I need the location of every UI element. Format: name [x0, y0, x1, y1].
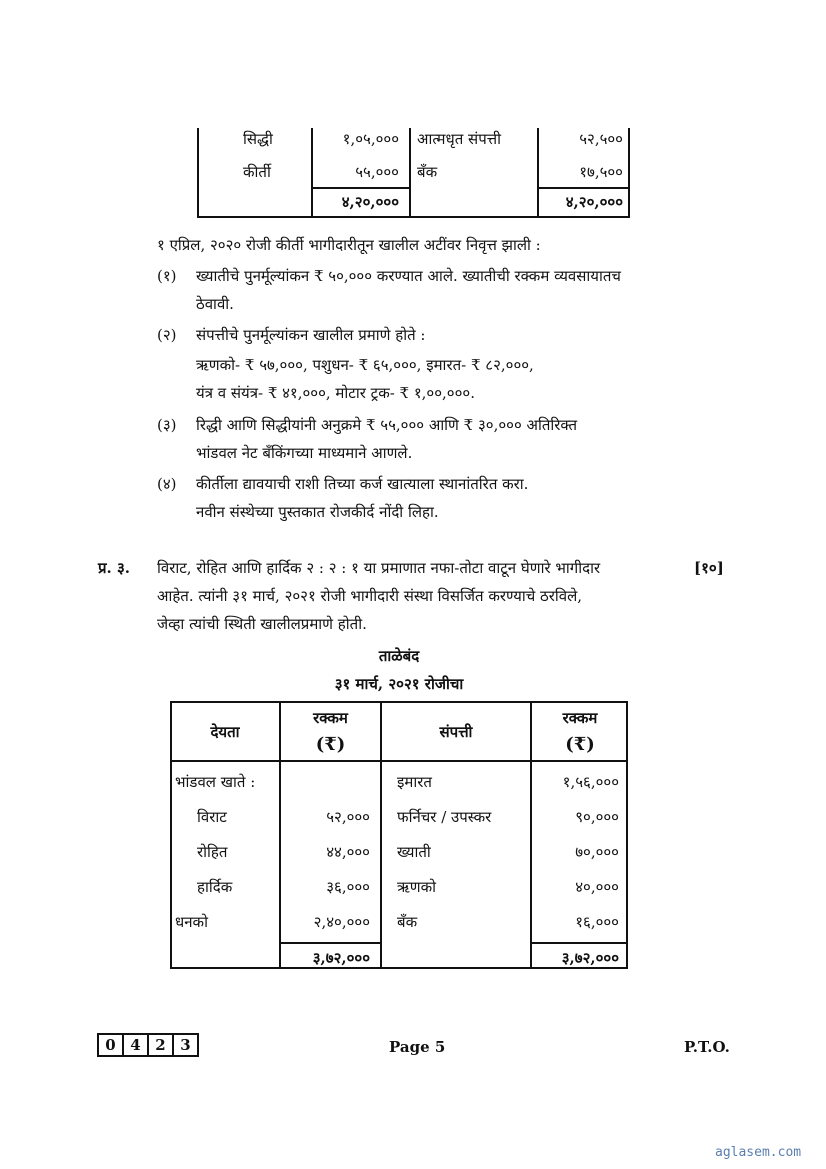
liability-amount: ५२,०००: [326, 808, 370, 826]
header-rupee: (₹): [315, 734, 346, 755]
item-line: कीर्तीला द्यावयाची राशी तिच्या कर्ज खात्याला स्थानांतरित करा.: [196, 475, 529, 493]
asset-name: ख्याती: [397, 843, 431, 861]
watermark: aglasem.com: [715, 1145, 802, 1160]
item-number: (४): [157, 475, 177, 493]
header-amount: रक्कम: [562, 709, 598, 727]
liability-name: हार्दिक: [197, 878, 233, 896]
total-left: ३,७२,०००: [312, 949, 370, 967]
asset-amount: ७०,०००: [575, 843, 619, 861]
item-number: (३): [157, 416, 177, 434]
asset-name: फर्निचर / उपस्कर: [397, 808, 492, 826]
partner-amount: ५५,०००: [355, 163, 399, 181]
item-line: नवीन संस्थेच्या पुस्तकात रोजकीर्द नोंदी लिहा.: [196, 503, 439, 521]
total-right: ४,२०,०००: [565, 193, 623, 211]
question-line: जेव्हा त्यांची स्थिती खालीलप्रमाणे होती.: [157, 615, 367, 633]
header-assets: संपत्ती: [439, 723, 473, 741]
asset-name: बँक: [417, 163, 438, 181]
code-digit: 0: [99, 1035, 124, 1055]
liability-name: रोहित: [197, 843, 228, 861]
question-label: प्र. ३.: [98, 559, 131, 577]
table-title: ताळेबंद: [378, 647, 420, 665]
code-digit: 4: [124, 1035, 149, 1055]
pto-label: P.T.O.: [684, 1038, 730, 1056]
total-left: ४,२०,०००: [341, 193, 399, 211]
liability-amount: २,४०,०००: [313, 913, 370, 931]
code-digit: 3: [180, 1036, 191, 1054]
item-line: ख्यातीचे पुनर्मूल्यांकन ₹ ५०,००० करण्यात आले. ख्यातीची रक्कम व्यवसायातच: [196, 267, 621, 285]
item-line: संपत्तीचे पुनर्मूल्यांकन खालील प्रमाणे होते :: [196, 326, 426, 344]
item-number: (१): [157, 267, 177, 285]
partner-name: सिद्धी: [243, 130, 273, 148]
intro-text: १ एप्रिल, २०२० रोजी कीर्ती भागीदारीतून खालील अटींवर निवृत्त झाली :: [157, 236, 541, 254]
paper-code-box: [97, 1033, 199, 1057]
asset-name: इमारत: [397, 773, 432, 791]
liability-amount: ३६,०००: [326, 878, 370, 896]
header-amount: रक्कम: [313, 709, 348, 727]
asset-name: आत्मधृत संपत्ती: [417, 130, 501, 148]
liability-name: विराट: [197, 808, 227, 826]
asset-amount: ४०,०००: [575, 878, 619, 896]
liability-amount: ४४,०००: [326, 843, 370, 861]
partner-name: कीर्ती: [243, 163, 271, 181]
asset-name: ऋणको: [397, 878, 437, 896]
asset-amount: ५२,५००: [579, 130, 623, 148]
item-line: रिद्धी आणि सिद्धीयांनी अनुक्रमे ₹ ५५,००० आणि ₹ ३०,००० अतिरिक्त: [196, 416, 578, 434]
question-line: विराट, रोहित आणि हार्दिक २ : २ : १ या प्रमाणात नफा-तोटा वाटून घेणारे भागीदार: [157, 559, 601, 577]
asset-amount: १६,०००: [575, 913, 619, 931]
item-line: ठेवावी.: [196, 295, 234, 313]
question-marks: [१०]: [694, 559, 724, 577]
item-line: भांडवल नेट बँकिंगच्या माध्यमाने आणले.: [196, 444, 413, 462]
question-line: आहेत. त्यांनी ३१ मार्च, २०२१ रोजी भागीदारी संस्था विसर्जित करण्याचे ठरविले,: [157, 587, 583, 605]
asset-amount: ९०,०००: [575, 808, 619, 826]
total-right: ३,७२,०००: [561, 949, 619, 967]
header-rupee: (₹): [565, 734, 595, 755]
asset-amount: १७,५००: [579, 163, 623, 181]
item-line: ऋणको- ₹ ५७,०००, पशुधन- ₹ ६५,०००, इमारत- ₹ ८२,०००,: [196, 356, 534, 374]
code-digit: 2: [149, 1035, 174, 1055]
page-number: Page 5: [389, 1038, 446, 1056]
asset-amount: १,५६,०००: [562, 773, 619, 791]
asset-name: बँक: [397, 913, 418, 931]
item-line: यंत्र व संयंत्र- ₹ ४१,०००, मोटार ट्रक- ₹ १,००,०००.: [196, 384, 475, 402]
liability-name: धनको: [175, 913, 208, 931]
table-subtitle: ३१ मार्च, २०२१ रोजीचा: [334, 675, 464, 693]
capital-account-label: भांडवल खाते :: [175, 773, 256, 791]
header-liabilities: देयता: [210, 723, 240, 741]
item-number: (२): [157, 326, 177, 344]
partner-amount: १,०५,०००: [342, 130, 399, 148]
